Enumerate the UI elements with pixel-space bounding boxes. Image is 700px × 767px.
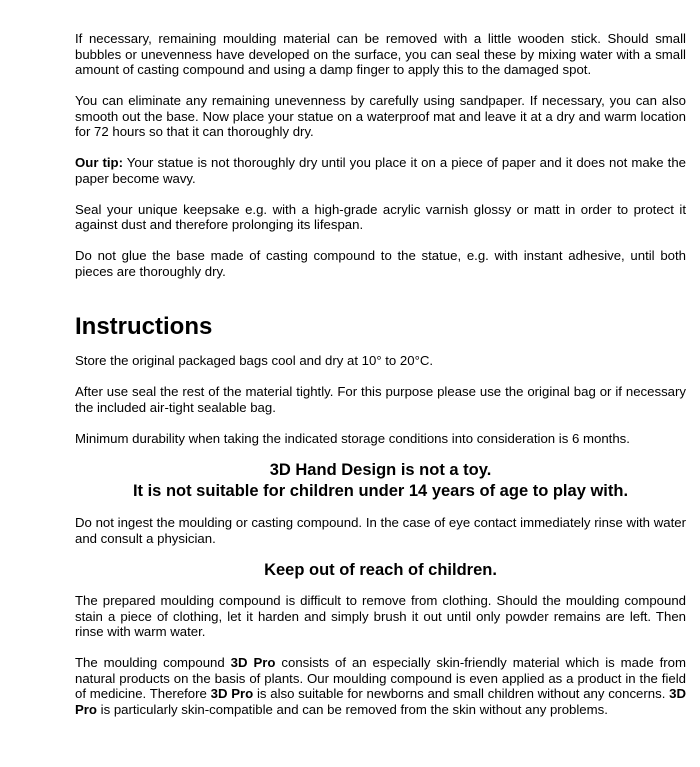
instructions-heading: Instructions	[75, 313, 213, 340]
paragraph-durability: Minimum durability when taking the indicated storage conditions into consideration is 6 months.	[75, 430, 630, 446]
paragraph-tip	[75, 155, 686, 186]
paragraph-glue: Do not glue the base made of casting compound to the statue, e.g. with instant adhesive, until both pieces are thoroughly dry.	[75, 248, 686, 279]
brand-name: 3D Pro	[75, 686, 686, 717]
toy-warning	[75, 460, 686, 502]
toy-warning-line1: 3D Hand Design is not a toy.	[269, 461, 492, 479]
final-part1: The moulding compound	[75, 655, 231, 670]
final-part3: is also suitable for newborns and small children without any concerns.	[253, 686, 670, 701]
paragraph-sandpaper: You can eliminate any remaining unevenness by carefully using sandpaper. If necessary, you can also smooth out the base. Now place your statue on a waterproof mat and leave it at a dry and warm location for 72 hours so that it can thoroughly dry.	[75, 93, 686, 139]
tip-label: Our tip:	[75, 155, 123, 170]
paragraph-clothing: The prepared moulding compound is difficult to remove from clothing. Should the moulding compound stain a piece of clothing, let it harden and simply brush it out until only powder remains are left. Then rinse with warm water.	[75, 593, 686, 639]
paragraph-removal: If necessary, remaining moulding material can be removed with a little wooden stick. Should small bubbles or unevenness have developed on the surface, you can seal these by mixing water with a small amount of casting compound and using a damp finger to apply this to the damaged spot.	[75, 31, 686, 77]
paragraph-seal-bag: After use seal the rest of the material tightly. For this purpose please use the original bag or if necessary the included air-tight sealable bag.	[75, 384, 686, 415]
paragraph-skin-friendly	[75, 655, 686, 717]
paragraph-seal: Seal your unique keepsake e.g. with a high-grade acrylic varnish glossy or matt in order to protect it against dust and therefore prolonging its lifespan.	[75, 201, 686, 232]
paragraph-storage: Store the original packaged bags cool and dry at 10° to 20°C.	[75, 353, 434, 368]
final-part4: is particularly skin-compatible and can be removed from the skin without any problems.	[96, 701, 608, 717]
paragraph-ingest: Do not ingest the moulding or casting compound. In the case of eye contact immediately rinse with water and consult a physician.	[75, 515, 686, 546]
final-part2: consists of an especially skin-friendly material which is made from natural products on the basis of plants. Our moulding compound is even applied as a product in the field of medicine. Therefore	[75, 655, 686, 701]
tip-text: Your statue is not thoroughly dry until you place it on a piece of paper and it does not make the paper become wavy.	[75, 155, 686, 186]
toy-warning-line2: It is not suitable for children under 14 years of age to play with.	[132, 482, 629, 500]
brand-name: 3D Pro	[210, 686, 254, 701]
brand-name: 3D Pro	[230, 655, 276, 670]
keep-out-warning: Keep out of reach of children.	[264, 561, 497, 579]
